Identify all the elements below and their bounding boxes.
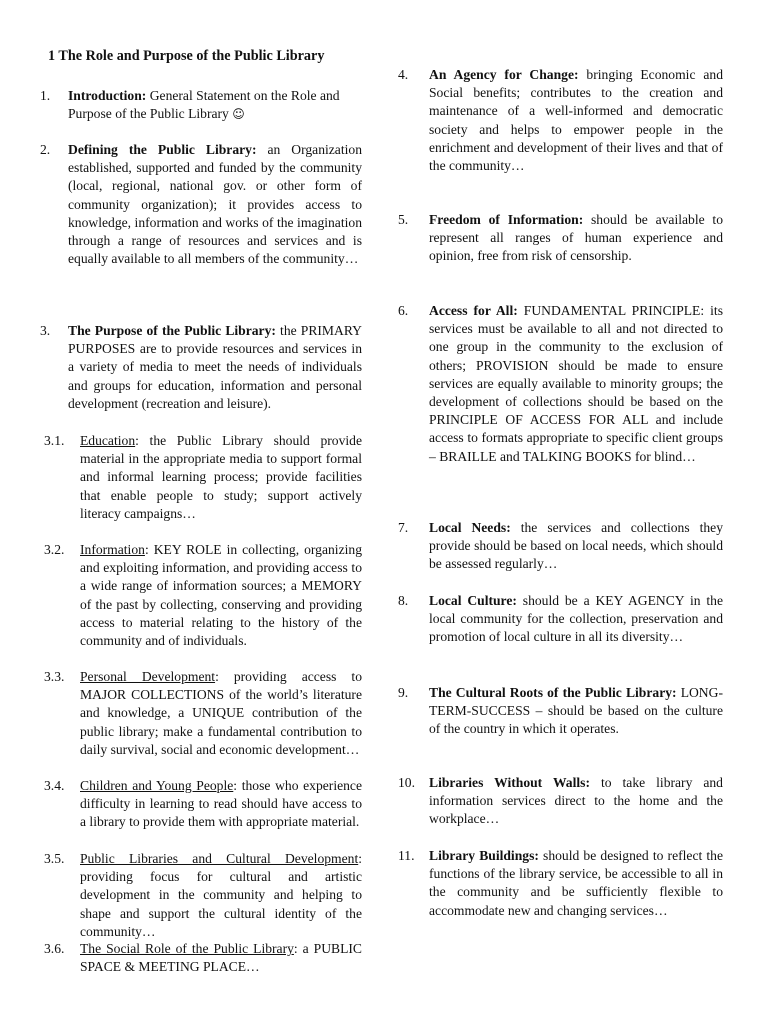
- item-body: [429, 774, 723, 829]
- item-body: [429, 592, 723, 647]
- list-item-introduction: [40, 87, 362, 127]
- page-title: 1 The Role and Purpose of the Public Library: [48, 48, 325, 64]
- item-text: providing focus for cultural and artistic development in the community and helping to shape and support the cultural identity of the community…: [80, 869, 362, 939]
- item-text: the Public Library should provide material in the appropriate media to support formal and informal learning process; provide facilities that enable people to study; support actively literacy campaigns…: [80, 433, 362, 521]
- sub-item-number: 3.6.: [44, 941, 65, 956]
- item-number: 9.: [398, 685, 409, 700]
- heading-separator: :: [578, 212, 591, 227]
- item-body: [80, 850, 362, 941]
- heading-separator: :: [141, 88, 150, 103]
- item-number: 1.: [40, 88, 51, 103]
- item-heading: An Agency for Change: [429, 67, 574, 82]
- item-text: should be available to represent all ranges of human experience and opinion, free from risk of censorship.: [429, 212, 723, 264]
- item-heading: Freedom of Information: [429, 212, 579, 227]
- item-number: 5.: [398, 212, 409, 227]
- smiley-icon: ☺: [232, 107, 245, 122]
- item-number: 11.: [398, 848, 415, 863]
- item-text: providing access to MAJOR COLLECTIONS of the world’s literature and knowledge, a UNIQUE contribution of the public library; make a fundamental contribution to daily survival, social and economic development…: [80, 669, 362, 757]
- heading-separator: :: [135, 433, 150, 448]
- item-heading: The Cultural Roots of the Public Library: [429, 685, 673, 700]
- item-number: 3.: [40, 323, 51, 338]
- item-number: 8.: [398, 593, 409, 608]
- item-body: [68, 322, 362, 413]
- item-number: 2.: [40, 142, 51, 157]
- item-body: [80, 668, 362, 759]
- item-heading: Defining the Public Library: [68, 142, 252, 157]
- sub-item-number: 3.5.: [44, 851, 65, 866]
- heading-separator: :: [358, 851, 362, 866]
- item-text: to take library and information services direct to the home and the workplace…: [429, 775, 723, 827]
- sub-item-heading: Personal Development: [80, 669, 216, 684]
- item-body: [80, 541, 362, 650]
- heading-separator: :: [513, 303, 524, 318]
- item-body: [80, 432, 362, 523]
- sub-item-heading: Information: [80, 542, 145, 557]
- item-body: [80, 777, 362, 832]
- item-text: those who experience difficulty in learning to read should have access to a library to provide them with appropriate material.: [80, 778, 363, 830]
- heading-separator: :: [534, 848, 544, 863]
- item-heading: Local Culture: [429, 593, 513, 608]
- item-text: bringing Economic and Social benefits; contributes to the creation and maintenance of a well-informed and democratic society and helps to empower people in the enrichment and development of their lives and that of the community…: [429, 67, 723, 174]
- item-body: [80, 940, 362, 976]
- heading-separator: :: [506, 520, 521, 535]
- item-text: a PUBLIC SPACE & MEETING PLACE…: [80, 941, 362, 975]
- item-text: LONG-TERM-SUCCESS – should be based on the culture of the country in which it operates.: [429, 685, 723, 737]
- item-body: [429, 211, 723, 266]
- item-text: an Organization established, supported and funded by the community (local, regional, national gov. or other form of community organization); it provides access to knowledge, information and works of the imagination through a range of resources and services and is equally available to all members of the community…: [68, 142, 362, 267]
- item-body: [429, 66, 723, 175]
- heading-separator: :: [585, 775, 601, 790]
- sub-item-heading: The Social Role of the Public Library: [80, 941, 294, 956]
- item-body: [68, 141, 362, 268]
- heading-separator: :: [293, 941, 303, 956]
- item-heading: Local Needs: [429, 520, 507, 535]
- heading-separator: :: [271, 323, 281, 338]
- sub-item-number: 3.3.: [44, 669, 65, 684]
- sub-item-heading: Public Libraries and Cultural Development: [80, 851, 359, 866]
- item-text: the services and collections they provide should be based on local needs, which should be assessed regularly…: [429, 520, 724, 572]
- item-number: 4.: [398, 67, 409, 82]
- item-body: [429, 847, 723, 920]
- item-heading: Access for All: [429, 303, 514, 318]
- item-text: KEY ROLE in collecting, organizing and exploiting information, and providing access to a wide range of information sources; a MEMORY of the past by collecting, conserving and providing access to material relating to the history of the community and of individuals.: [80, 542, 362, 649]
- item-number: 7.: [398, 520, 409, 535]
- heading-separator: :: [574, 67, 587, 82]
- item-heading: Library Buildings: [429, 848, 535, 863]
- item-text: should be designed to reflect the functions of the library service, be accessible to all in the community and be sufficiently flexible to accommodate new and changing services…: [429, 848, 723, 918]
- item-text: the PRIMARY PURPOSES are to provide resources and services in a variety of media to meet the needs of individuals and groups for education, information and personal development (recreation and leisure).: [68, 323, 362, 411]
- item-text: General Statement on the Role and Purpose of the Public Library: [68, 88, 340, 122]
- heading-separator: :: [672, 685, 681, 700]
- item-heading: The Purpose of the Public Library: [68, 323, 272, 338]
- item-number: 6.: [398, 303, 409, 318]
- sub-item-number: 3.4.: [44, 778, 65, 793]
- list-item-defining: [40, 141, 362, 307]
- item-text: FUNDAMENTAL PRINCIPLE: its services must be available to all and not directed to one group in the community to the exclusion of others; PROVISION should be made to ensure services are equally available to minority groups; the development of collections should be based on the PRINCIPLE OF ACCESS FOR ALL and include access to formats appropriate to specific client groups – BRAILLE and TALKING BOOKS for blind…: [429, 303, 723, 464]
- item-body: [429, 519, 723, 574]
- item-body: [429, 302, 723, 466]
- heading-separator: :: [233, 778, 242, 793]
- item-heading: Introduction: [68, 88, 142, 103]
- item-heading: Libraries Without Walls: [429, 775, 586, 790]
- sub-item-number: 3.2.: [44, 542, 65, 557]
- heading-separator: :: [512, 593, 523, 608]
- item-text: should be a KEY AGENCY in the local community for the collection, preservation and promotion of local culture in all its diversity…: [429, 593, 723, 645]
- sub-item-heading: Education: [80, 433, 136, 448]
- item-body: [429, 684, 723, 739]
- heading-separator: :: [251, 142, 268, 157]
- heading-separator: :: [144, 542, 154, 557]
- heading-separator: :: [215, 669, 234, 684]
- item-body: [68, 87, 362, 123]
- list-item-purpose: [40, 322, 362, 432]
- item-number: 10.: [398, 775, 415, 790]
- sub-item-heading: Children and Young People: [80, 778, 234, 793]
- sub-item-number: 3.1.: [44, 433, 65, 448]
